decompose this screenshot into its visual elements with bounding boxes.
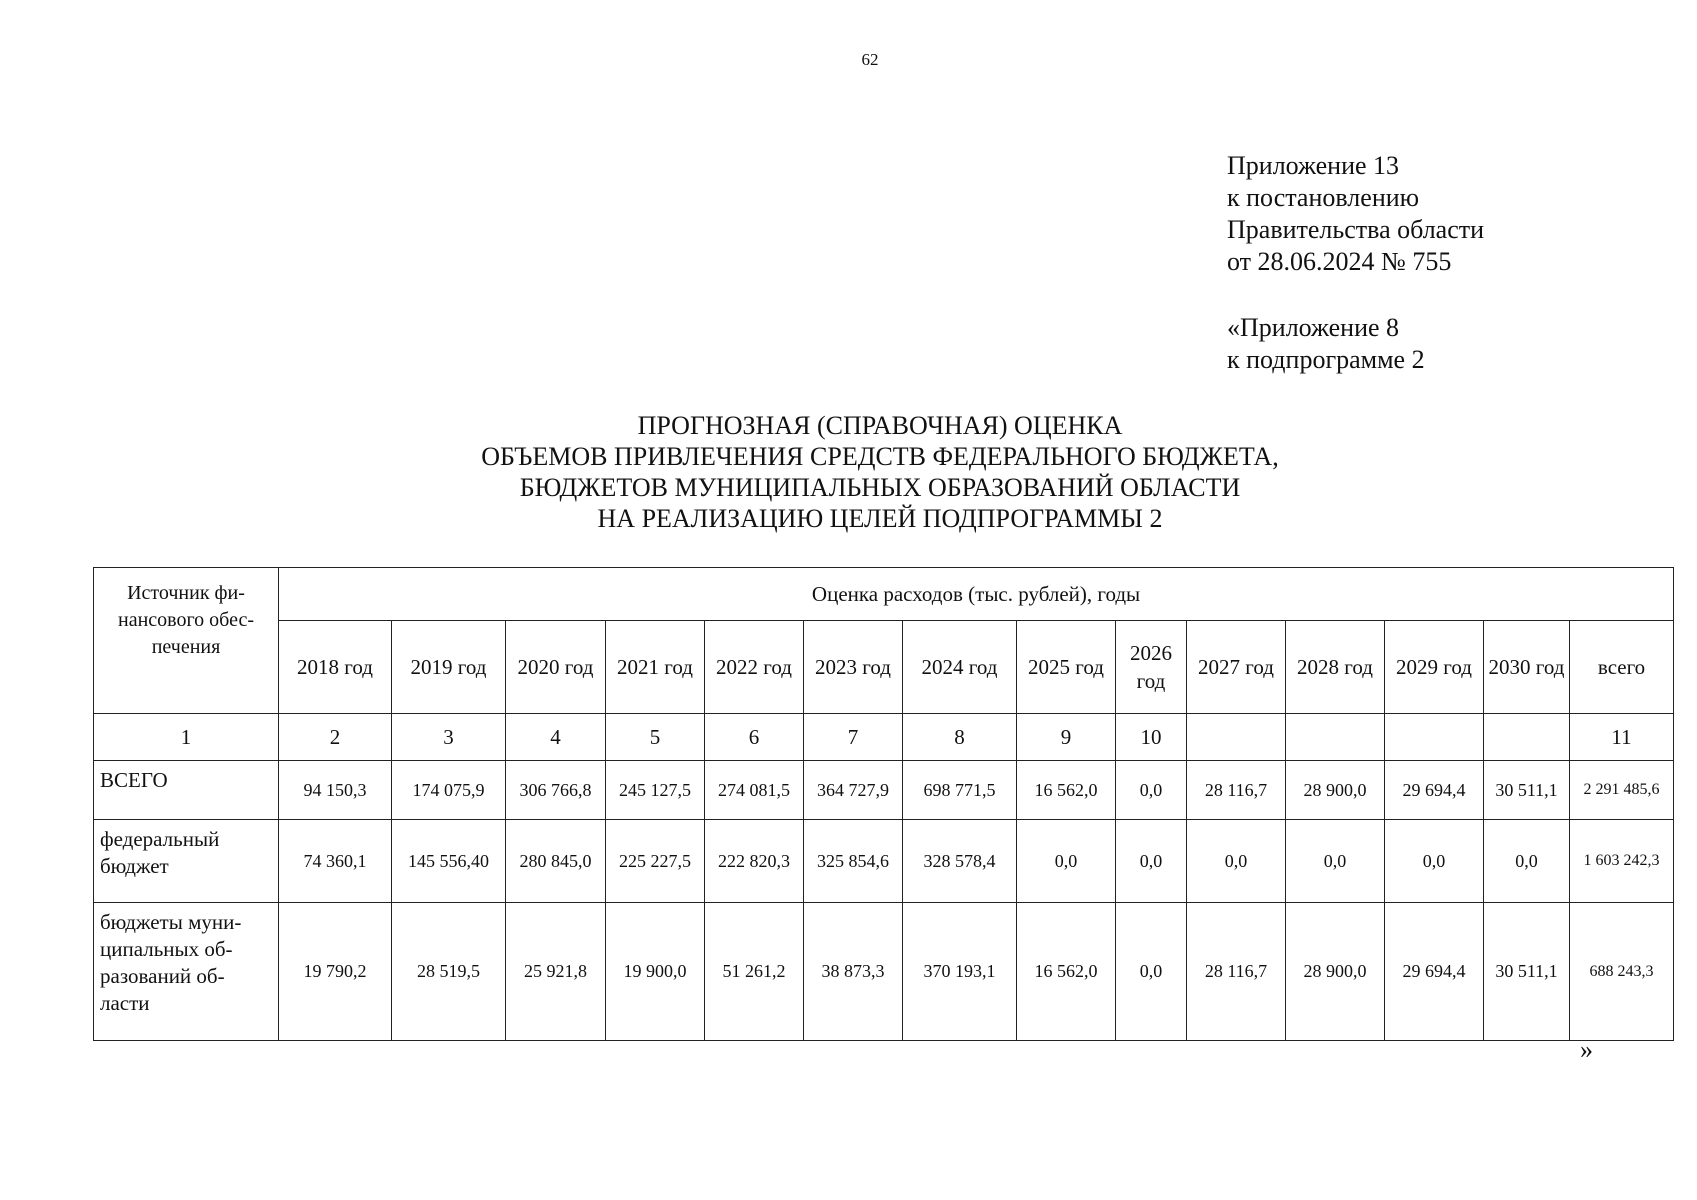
year-header-cell: 2026 год	[1116, 621, 1187, 714]
year-header-cell: 2021 год	[606, 621, 705, 714]
table-cell: 325 854,6	[804, 820, 903, 903]
table-cell: 0,0	[1116, 820, 1187, 903]
table-cell: 19 790,2	[279, 903, 392, 1041]
table-cell: 30 511,1	[1484, 761, 1570, 820]
table-cell: 25 921,8	[506, 903, 606, 1041]
column-number-cell: 3	[392, 714, 506, 761]
title-line: БЮДЖЕТОВ МУНИЦИПАЛЬНЫХ ОБРАЗОВАНИЙ ОБЛАСТИ	[519, 473, 1241, 502]
table-row-total	[94, 761, 1674, 820]
column-number-cell: 1	[94, 714, 279, 761]
column-number-cell: 7	[804, 714, 903, 761]
table-cell: 0,0	[1385, 820, 1484, 903]
table-cell: 74 360,1	[279, 820, 392, 903]
column-number-cell	[1187, 714, 1286, 761]
row-source-municipal: бюджеты муни-ципальных об-разований об-ласти	[94, 903, 279, 1041]
column-number-cell: 8	[903, 714, 1017, 761]
table-cell: 0,0	[1116, 761, 1187, 820]
year-header-cell: 2030 год	[1484, 621, 1570, 714]
appendix-line: «Приложение 8	[1227, 313, 1400, 342]
appendix-line: Приложение 13	[1227, 151, 1400, 180]
document-title	[380, 410, 1380, 534]
table-cell: 688 243,3	[1570, 903, 1674, 1041]
column-number-cell: 10	[1116, 714, 1187, 761]
table-cell: 0,0	[1187, 820, 1286, 903]
row-source-federal: федеральный бюджет	[94, 820, 279, 903]
column-number-cell: 2	[279, 714, 392, 761]
table-cell: 145 556,40	[392, 820, 506, 903]
appendix-line: от 28.06.2024 № 755	[1227, 247, 1452, 276]
table-cell: 280 845,0	[506, 820, 606, 903]
year-header-row	[94, 621, 1674, 714]
appendix-line: к подпрограмме 2	[1227, 345, 1425, 374]
table-cell: 28 900,0	[1286, 903, 1385, 1041]
table-cell: 28 116,7	[1187, 761, 1286, 820]
table-cell: 306 766,8	[506, 761, 606, 820]
year-header-cell: всего	[1570, 621, 1674, 714]
table-cell: 16 562,0	[1017, 903, 1116, 1041]
year-header-cell: 2024 год	[903, 621, 1017, 714]
year-header-cell: 2028 год	[1286, 621, 1385, 714]
year-header-cell: 2019 год	[392, 621, 506, 714]
table-cell: 370 193,1	[903, 903, 1017, 1041]
table-cell: 328 578,4	[903, 820, 1017, 903]
table-cell: 19 900,0	[606, 903, 705, 1041]
table-cell: 30 511,1	[1484, 903, 1570, 1041]
table-row-municipal	[94, 903, 1674, 1041]
appendix-line: Правительства области	[1227, 215, 1485, 244]
column-number-cell: 4	[506, 714, 606, 761]
year-header-cell: 2022 год	[705, 621, 804, 714]
table-cell: 222 820,3	[705, 820, 804, 903]
table-cell: 364 727,9	[804, 761, 903, 820]
year-header-cell: 2018 год	[279, 621, 392, 714]
table-header-row	[94, 568, 1674, 621]
table-cell: 0,0	[1116, 903, 1187, 1041]
title-line: ОБЪЕМОВ ПРИВЛЕЧЕНИЯ СРЕДСТВ ФЕДЕРАЛЬНОГО БЮДЖЕТА,	[481, 442, 1279, 471]
source-header: Источник фи-нансового обес-печения	[94, 568, 279, 714]
table-cell: 51 261,2	[705, 903, 804, 1041]
table-cell: 698 771,5	[903, 761, 1017, 820]
column-number-cell	[1484, 714, 1570, 761]
table-cell: 0,0	[1017, 820, 1116, 903]
table-cell: 0,0	[1286, 820, 1385, 903]
row-source-total: ВСЕГО	[94, 761, 279, 820]
year-header-cell: 2027 год	[1187, 621, 1286, 714]
expenses-header: Оценка расходов (тыс. рублей), годы	[279, 568, 1674, 621]
table-cell: 28 900,0	[1286, 761, 1385, 820]
table-cell: 245 127,5	[606, 761, 705, 820]
year-header-cell: 2029 год	[1385, 621, 1484, 714]
table-cell: 29 694,4	[1385, 903, 1484, 1041]
column-number-row	[94, 714, 1674, 761]
closing-quote: »	[1580, 1035, 1593, 1064]
table-row-federal	[94, 820, 1674, 903]
table-cell: 29 694,4	[1385, 761, 1484, 820]
column-number-cell	[1286, 714, 1385, 761]
table-cell: 174 075,9	[392, 761, 506, 820]
year-header-cell: 2023 год	[804, 621, 903, 714]
table-cell: 28 116,7	[1187, 903, 1286, 1041]
appendix-block	[1227, 150, 1484, 376]
appendix-line: к постановлению	[1227, 183, 1420, 212]
title-line: НА РЕАЛИЗАЦИЮ ЦЕЛЕЙ ПОДПРОГРАММЫ 2	[597, 504, 1163, 533]
year-header-cell: 2020 год	[506, 621, 606, 714]
column-number-cell: 6	[705, 714, 804, 761]
column-number-cell	[1385, 714, 1484, 761]
table-cell: 0,0	[1484, 820, 1570, 903]
table-cell: 16 562,0	[1017, 761, 1116, 820]
budget-table	[93, 567, 1674, 1041]
table-cell: 94 150,3	[279, 761, 392, 820]
year-header-cell: 2025 год	[1017, 621, 1116, 714]
title-line: ПРОГНОЗНАЯ (СПРАВОЧНАЯ) ОЦЕНКА	[637, 411, 1123, 440]
page-number: 62	[861, 50, 879, 69]
table-cell: 225 227,5	[606, 820, 705, 903]
table-cell: 38 873,3	[804, 903, 903, 1041]
table-cell: 2 291 485,6	[1570, 761, 1674, 820]
table-cell: 274 081,5	[705, 761, 804, 820]
table-cell: 28 519,5	[392, 903, 506, 1041]
column-number-cell: 5	[606, 714, 705, 761]
column-number-cell: 11	[1570, 714, 1674, 761]
table-cell: 1 603 242,3	[1570, 820, 1674, 903]
column-number-cell: 9	[1017, 714, 1116, 761]
